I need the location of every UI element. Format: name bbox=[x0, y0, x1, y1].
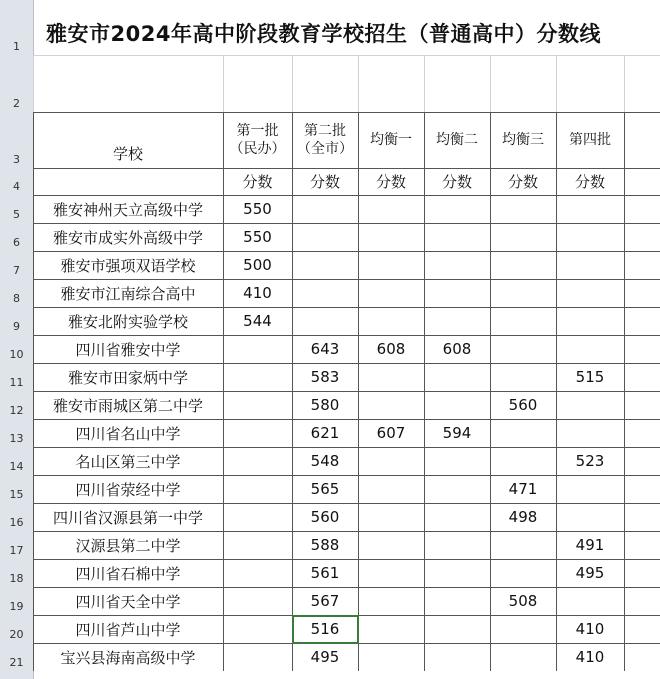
column-gridline bbox=[223, 55, 224, 112]
score-cell[interactable] bbox=[490, 223, 556, 251]
score-cell[interactable]: 410 bbox=[575, 620, 605, 638]
score-cell[interactable] bbox=[556, 195, 624, 223]
score-cell[interactable] bbox=[358, 475, 424, 503]
score-cell[interactable]: 523 bbox=[575, 452, 605, 470]
score-cell[interactable]: 544 bbox=[243, 312, 272, 330]
score-cell[interactable] bbox=[490, 279, 556, 307]
score-cell[interactable] bbox=[223, 391, 292, 419]
score-cell[interactable] bbox=[556, 503, 624, 531]
score-cell[interactable] bbox=[358, 643, 424, 671]
score-cell[interactable]: 495 bbox=[310, 648, 340, 666]
school-name-cell[interactable]: 雅安市江南综合高中 bbox=[60, 284, 196, 303]
row-number[interactable]: 9 bbox=[13, 320, 20, 333]
row-number[interactable]: 10 bbox=[9, 348, 24, 361]
row-number[interactable]: 12 bbox=[9, 404, 24, 417]
score-cell[interactable]: 583 bbox=[310, 368, 340, 386]
score-cell[interactable]: 643 bbox=[310, 340, 340, 358]
score-cell[interactable]: 607 bbox=[376, 424, 406, 442]
score-cell[interactable] bbox=[556, 335, 624, 363]
school-name-cell[interactable]: 四川省芦山中学 bbox=[75, 620, 181, 639]
score-cell[interactable]: 498 bbox=[508, 508, 538, 526]
score-cell[interactable] bbox=[490, 195, 556, 223]
row-number[interactable]: 20 bbox=[9, 628, 24, 641]
score-cell[interactable] bbox=[556, 251, 624, 279]
column-gridline bbox=[33, 55, 34, 112]
row-number[interactable]: 17 bbox=[9, 544, 24, 557]
score-cell[interactable] bbox=[424, 587, 490, 615]
score-cell[interactable] bbox=[490, 447, 556, 475]
score-cell[interactable] bbox=[358, 587, 424, 615]
score-cell[interactable]: 471 bbox=[508, 480, 538, 498]
score-cell[interactable] bbox=[490, 643, 556, 671]
score-cell[interactable] bbox=[424, 251, 490, 279]
row-number[interactable]: 15 bbox=[9, 488, 24, 501]
score-cell[interactable] bbox=[223, 475, 292, 503]
row-number[interactable]: 13 bbox=[9, 432, 24, 445]
row-number[interactable]: 3 bbox=[13, 153, 20, 166]
row-number[interactable]: 2 bbox=[13, 97, 20, 110]
score-cell[interactable]: 567 bbox=[310, 592, 340, 610]
school-name-cell[interactable]: 雅安市强项双语学校 bbox=[60, 256, 196, 275]
score-cell[interactable]: 508 bbox=[508, 592, 538, 610]
score-cell[interactable]: 491 bbox=[575, 536, 605, 554]
score-cell[interactable]: 500 bbox=[243, 256, 272, 274]
score-cell[interactable]: 561 bbox=[310, 564, 340, 582]
column-gridline bbox=[490, 55, 491, 112]
school-name-cell[interactable]: 四川省天全中学 bbox=[75, 592, 181, 611]
score-cell[interactable] bbox=[424, 503, 490, 531]
score-cell[interactable] bbox=[292, 279, 358, 307]
score-cell[interactable] bbox=[424, 559, 490, 587]
school-name-cell[interactable]: 汉源县第二中学 bbox=[75, 536, 181, 555]
score-cell[interactable]: 608 bbox=[376, 340, 406, 358]
column-gridline bbox=[624, 55, 625, 112]
score-cell[interactable] bbox=[358, 363, 424, 391]
score-cell[interactable]: 588 bbox=[310, 536, 340, 554]
score-cell[interactable] bbox=[556, 587, 624, 615]
score-cell[interactable] bbox=[424, 195, 490, 223]
score-cell[interactable] bbox=[223, 531, 292, 559]
score-cell[interactable] bbox=[358, 531, 424, 559]
header-score[interactable]: 分数 bbox=[507, 173, 538, 191]
score-cell[interactable]: 515 bbox=[575, 368, 605, 386]
score-cell[interactable]: 548 bbox=[310, 452, 340, 470]
score-cell[interactable] bbox=[490, 307, 556, 335]
row-number[interactable]: 6 bbox=[13, 236, 20, 249]
score-cell[interactable]: 621 bbox=[310, 424, 340, 442]
school-name-cell[interactable]: 四川省石棉中学 bbox=[75, 564, 181, 583]
score-cell[interactable]: 550 bbox=[243, 200, 272, 218]
school-name-cell[interactable]: 宝兴县海南高级中学 bbox=[60, 648, 196, 667]
score-cell[interactable] bbox=[424, 447, 490, 475]
score-cell[interactable] bbox=[556, 279, 624, 307]
score-cell[interactable] bbox=[424, 279, 490, 307]
row-gridline bbox=[33, 55, 660, 56]
row-number[interactable]: 7 bbox=[13, 264, 20, 277]
score-cell[interactable] bbox=[490, 363, 556, 391]
score-cell[interactable] bbox=[358, 223, 424, 251]
school-name-cell[interactable]: 雅安市雨城区第二中学 bbox=[52, 396, 203, 415]
score-cell[interactable] bbox=[223, 447, 292, 475]
score-cell[interactable] bbox=[223, 335, 292, 363]
header-batch1[interactable] bbox=[223, 112, 292, 168]
score-cell[interactable] bbox=[424, 475, 490, 503]
score-cell[interactable] bbox=[424, 363, 490, 391]
score-cell[interactable]: 495 bbox=[575, 564, 605, 582]
score-cell[interactable] bbox=[556, 419, 624, 447]
score-cell[interactable] bbox=[424, 531, 490, 559]
column-gridline bbox=[624, 112, 625, 671]
header-score[interactable]: 分数 bbox=[375, 173, 406, 191]
school-name-cell[interactable]: 四川省雅安中学 bbox=[75, 340, 181, 359]
score-cell[interactable] bbox=[223, 363, 292, 391]
school-name-cell[interactable]: 四川省荥经中学 bbox=[75, 480, 181, 499]
score-cell[interactable]: 560 bbox=[508, 396, 538, 414]
score-cell[interactable] bbox=[490, 335, 556, 363]
row-number[interactable]: 14 bbox=[9, 460, 24, 473]
row-number[interactable]: 8 bbox=[13, 292, 20, 305]
score-cell[interactable]: 594 bbox=[442, 424, 472, 442]
score-cell[interactable] bbox=[223, 587, 292, 615]
score-cell[interactable] bbox=[490, 531, 556, 559]
score-cell[interactable] bbox=[556, 307, 624, 335]
score-cell[interactable] bbox=[424, 615, 490, 643]
score-cell[interactable]: 516 bbox=[310, 620, 340, 638]
row-number[interactable]: 11 bbox=[9, 376, 24, 389]
row-number[interactable]: 4 bbox=[13, 180, 20, 193]
score-cell[interactable] bbox=[358, 503, 424, 531]
score-cell[interactable]: 410 bbox=[243, 284, 272, 302]
score-cell[interactable]: 410 bbox=[575, 648, 605, 666]
row-number-gutter bbox=[0, 0, 34, 679]
score-cell[interactable] bbox=[223, 559, 292, 587]
header-batch2[interactable] bbox=[292, 112, 358, 168]
school-name-cell[interactable]: 雅安市成实外高级中学 bbox=[52, 228, 203, 247]
score-cell[interactable] bbox=[358, 615, 424, 643]
header-batch1-line2: （民办） bbox=[229, 141, 286, 157]
column-gridline bbox=[292, 55, 293, 112]
score-cell[interactable] bbox=[490, 559, 556, 587]
sheet-title: 雅安市2024年高中阶段教育学校招生（普通高中）分数线 bbox=[46, 22, 601, 46]
score-cell[interactable] bbox=[292, 223, 358, 251]
score-cell[interactable] bbox=[556, 475, 624, 503]
header-batch1-line1: 第一批 bbox=[236, 123, 279, 139]
school-name-cell[interactable]: 四川省汉源县第一中学 bbox=[52, 508, 203, 527]
score-cell[interactable] bbox=[358, 307, 424, 335]
score-cell[interactable] bbox=[223, 419, 292, 447]
score-cell[interactable]: 550 bbox=[243, 228, 272, 246]
score-cell[interactable] bbox=[358, 559, 424, 587]
score-cell[interactable] bbox=[556, 391, 624, 419]
score-cell[interactable]: 580 bbox=[310, 396, 340, 414]
row-number[interactable]: 1 bbox=[13, 40, 20, 53]
column-gridline bbox=[424, 55, 425, 112]
header-balance3[interactable]: 均衡三 bbox=[502, 132, 544, 148]
score-cell[interactable] bbox=[490, 419, 556, 447]
school-name-cell[interactable]: 名山区第三中学 bbox=[75, 452, 181, 471]
header-score[interactable]: 分数 bbox=[309, 173, 340, 191]
score-cell[interactable] bbox=[292, 307, 358, 335]
score-cell[interactable] bbox=[424, 391, 490, 419]
score-cell[interactable]: 560 bbox=[310, 508, 340, 526]
score-cell[interactable] bbox=[292, 251, 358, 279]
column-gridline bbox=[556, 55, 557, 112]
selected-cell-outline bbox=[292, 615, 359, 644]
score-cell[interactable] bbox=[223, 643, 292, 671]
school-name-cell[interactable]: 四川省名山中学 bbox=[75, 424, 181, 443]
score-cell[interactable] bbox=[490, 251, 556, 279]
score-cell[interactable] bbox=[358, 251, 424, 279]
header-score[interactable]: 分数 bbox=[242, 173, 273, 191]
score-cell[interactable] bbox=[292, 195, 358, 223]
score-cell[interactable]: 565 bbox=[310, 480, 340, 498]
score-cell[interactable] bbox=[490, 615, 556, 643]
header-score[interactable]: 分数 bbox=[574, 173, 605, 191]
score-cell[interactable] bbox=[424, 643, 490, 671]
score-cell[interactable] bbox=[358, 279, 424, 307]
score-cell[interactable] bbox=[358, 391, 424, 419]
header-balance2[interactable]: 均衡二 bbox=[436, 132, 478, 148]
row-number[interactable]: 21 bbox=[9, 656, 24, 669]
row-number[interactable]: 19 bbox=[9, 600, 24, 613]
header-batch4[interactable]: 第四批 bbox=[569, 132, 611, 148]
header-batch2-line1: 第二批 bbox=[304, 123, 346, 139]
score-cell[interactable] bbox=[424, 223, 490, 251]
column-gridline bbox=[358, 55, 359, 112]
score-cell[interactable] bbox=[424, 307, 490, 335]
header-batch2-line2: （全市） bbox=[297, 141, 353, 157]
score-cell[interactable] bbox=[556, 223, 624, 251]
score-table bbox=[33, 0, 660, 679]
school-name-cell[interactable]: 雅安神州天立高级中学 bbox=[52, 200, 203, 219]
header-balance1[interactable]: 均衡一 bbox=[370, 132, 412, 148]
row-number[interactable]: 5 bbox=[13, 208, 20, 221]
school-name-cell[interactable]: 雅安北附实验学校 bbox=[67, 312, 188, 331]
score-cell[interactable] bbox=[223, 615, 292, 643]
score-cell[interactable] bbox=[223, 503, 292, 531]
score-cell[interactable]: 608 bbox=[442, 340, 472, 358]
score-cell[interactable] bbox=[358, 195, 424, 223]
header-school[interactable]: 学校 bbox=[112, 145, 143, 163]
school-name-cell[interactable]: 雅安市田家炳中学 bbox=[67, 368, 188, 387]
score-cell[interactable] bbox=[358, 447, 424, 475]
row-number[interactable]: 18 bbox=[9, 572, 24, 585]
row-number[interactable]: 16 bbox=[9, 516, 24, 529]
header-score[interactable]: 分数 bbox=[441, 173, 472, 191]
